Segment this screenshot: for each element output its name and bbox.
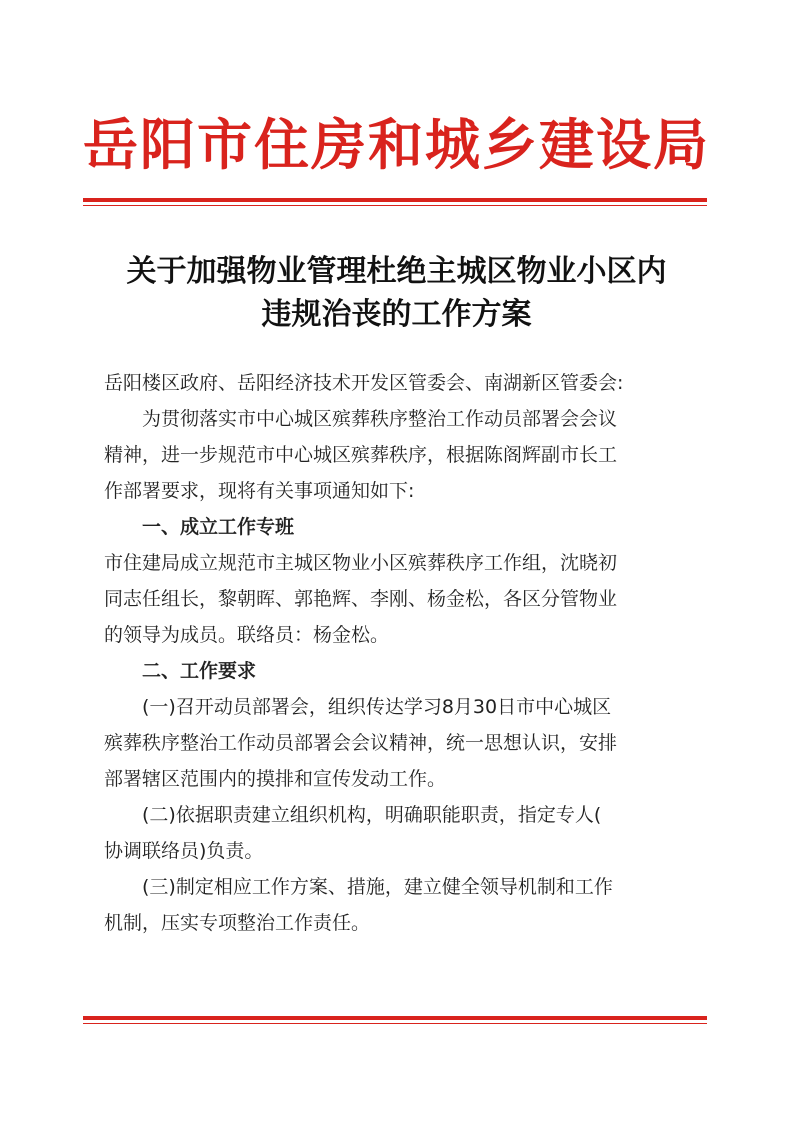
intro-line: 为贯彻落实市中心城区殡葬秩序整治工作动员部署会会议 [142, 408, 618, 430]
section-1-paragraph [104, 545, 720, 653]
section-1-line: 的领导为成员。联络员：杨金松。 [104, 624, 390, 646]
section-heading-2: 二、工作要求 [142, 660, 257, 682]
item-2-paragraph [104, 797, 720, 869]
letterhead-rule-top [83, 198, 707, 206]
section-1-line: 同志任组长，黎朝晖、郭艳辉、李刚、杨金松，各区分管物业 [104, 588, 618, 610]
intro-paragraph [104, 401, 720, 509]
item-3-paragraph [104, 869, 720, 941]
document-title-line-1: 关于加强物业管理杜绝主城区物业小区内 [126, 254, 667, 289]
rule-thick-line [83, 1016, 707, 1020]
intro-line: 精神，进一步规范市中心城区殡葬秩序，根据陈阁辉副市长工 [104, 444, 618, 466]
document-body [104, 365, 720, 941]
recipients-line: 岳阳楼区政府、岳阳经济技术开发区管委会、南湖新区管委会: [104, 372, 624, 394]
item-1-line: 殡葬秩序整治工作动员部署会会议精神，统一思想认识，安排 [104, 732, 618, 754]
item-3-line: 机制，压实专项整治工作责任。 [104, 912, 371, 934]
rule-thin-line [83, 1023, 707, 1024]
section-heading-1: 一、成立工作专班 [142, 516, 295, 538]
item-1-paragraph [104, 689, 720, 797]
item-1-line: (一)召开动员部署会，组织传达学习8月30日市中心城区 [142, 696, 612, 718]
document-title-line-2: 违规治丧的工作方案 [261, 297, 532, 332]
section-1-line: 市住建局成立规范市主城区物业小区殡葬秩序工作组，沈晓初 [104, 552, 618, 574]
letterhead-rule-bottom [83, 1016, 707, 1024]
rule-thin-line [83, 205, 707, 206]
rule-thick-line [83, 198, 707, 202]
item-1-line: 部署辖区范围内的摸排和宣传发动工作。 [104, 768, 447, 790]
intro-line: 作部署要求，现将有关事项通知如下: [104, 480, 415, 502]
item-2-line: (二)依据职责建立组织机构，明确职能职责，指定专人( [142, 804, 602, 826]
item-2-line: 协调联络员)负责。 [104, 840, 264, 862]
letterhead-title: 岳阳市住房和城乡建设局 [82, 112, 710, 177]
item-3-line: (三)制定相应工作方案、措施，建立健全领导机制和工作 [142, 876, 613, 898]
